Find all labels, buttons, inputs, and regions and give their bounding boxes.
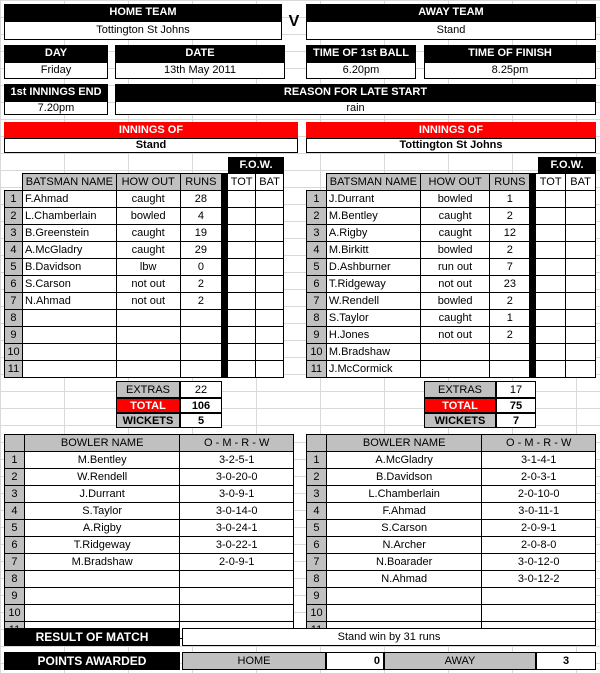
innings-1-label: INNINGS OF <box>4 122 298 138</box>
bowling-row <box>307 588 596 605</box>
bowler-name: F.Ahmad <box>326 503 481 520</box>
bowler-number: 10 <box>5 605 25 622</box>
total-value-2: 75 <box>496 398 536 413</box>
batsman-number: 4 <box>5 242 23 259</box>
bowler-number: 6 <box>307 537 327 554</box>
innings-2-team: Tottington St Johns <box>306 138 596 153</box>
batting-row <box>307 225 596 242</box>
fow-bat-cell <box>256 191 284 208</box>
bowler-number: 5 <box>5 520 25 537</box>
batsman-runs <box>180 310 222 327</box>
total-label-1: TOTAL <box>116 398 180 413</box>
bowler-number: 1 <box>5 452 25 469</box>
fow-bat-cell <box>566 276 596 293</box>
batsman-number: 5 <box>5 259 23 276</box>
batting-row <box>307 293 596 310</box>
how-out: run out <box>420 259 490 276</box>
bowler-figures <box>482 605 596 622</box>
batsman-runs: 0 <box>180 259 222 276</box>
bowler-name: W.Rendell <box>24 469 179 486</box>
bowler-figures: 2-0-9-1 <box>180 554 294 571</box>
first-ball-label: TIME OF 1st BALL <box>306 45 416 62</box>
bowler-name: B.Davidson <box>326 469 481 486</box>
batsman-number: 1 <box>5 191 23 208</box>
fow-header-2: F.O.W. <box>538 157 596 173</box>
fow-tot-cell <box>228 208 256 225</box>
batsman-number: 6 <box>5 276 23 293</box>
date-value: 13th May 2011 <box>115 62 285 79</box>
total-label-2: TOTAL <box>424 398 496 413</box>
batting-row <box>307 310 596 327</box>
bowler-number: 2 <box>307 469 327 486</box>
how-out: not out <box>116 293 180 310</box>
batsman-number: 9 <box>5 327 23 344</box>
fow-bat-cell <box>566 361 596 378</box>
batsman-name: B.Davidson <box>22 259 116 276</box>
how-out <box>116 361 180 378</box>
batsman-runs: 19 <box>180 225 222 242</box>
batsman-runs: 2 <box>490 208 530 225</box>
batsman-runs: 4 <box>180 208 222 225</box>
bowler-number: 1 <box>307 452 327 469</box>
batting-row <box>5 208 284 225</box>
batsman-number: 7 <box>5 293 23 310</box>
fow-tot-cell <box>228 225 256 242</box>
batsman-number: 2 <box>5 208 23 225</box>
how-out: caught <box>420 225 490 242</box>
bowling-row <box>307 571 596 588</box>
fow-tot-cell <box>228 191 256 208</box>
batsman-runs: 7 <box>490 259 530 276</box>
day-label: DAY <box>4 45 108 62</box>
innings-2-label: INNINGS OF <box>306 122 596 138</box>
bowler-figures: 3-0-12-2 <box>482 571 596 588</box>
batting-header-row <box>5 174 284 191</box>
fow-bat-cell <box>256 259 284 276</box>
fow-tot-cell <box>228 259 256 276</box>
batsman-number: 10 <box>307 344 327 361</box>
batsman-number: 5 <box>307 259 327 276</box>
away-team-label: AWAY TEAM <box>306 4 596 21</box>
how-out: caught <box>420 208 490 225</box>
how-out: bowled <box>420 191 490 208</box>
batting-row <box>307 344 596 361</box>
bowling-header-row <box>5 435 294 452</box>
bowler-number: 7 <box>5 554 25 571</box>
fow-bat-cell <box>256 327 284 344</box>
late-start-value: rain <box>115 101 596 115</box>
fow-tot-cell <box>536 310 566 327</box>
fow-tot-cell <box>228 310 256 327</box>
batsman-name: A.Rigby <box>326 225 420 242</box>
batsman-runs: 2 <box>490 293 530 310</box>
fow-tot-cell <box>536 327 566 344</box>
omrw-header: O - M - R - W <box>180 435 294 452</box>
batsman-runs: 12 <box>490 225 530 242</box>
bowling-row <box>5 537 294 554</box>
bowler-figures: 3-0-12-0 <box>482 554 596 571</box>
bowler-name: S.Carson <box>326 520 481 537</box>
fow-bat-cell <box>566 225 596 242</box>
fow-tot-cell <box>536 191 566 208</box>
versus-label: V <box>288 13 300 30</box>
batsman-number: 6 <box>307 276 327 293</box>
batting-table-home-innings <box>4 173 284 378</box>
bowling-table-home-innings <box>4 434 294 639</box>
fow-bat-cell <box>566 327 596 344</box>
bowler-figures: 3-0-22-1 <box>180 537 294 554</box>
bowler-number: 7 <box>307 554 327 571</box>
fow-bat-cell <box>256 293 284 310</box>
batsman-number: 2 <box>307 208 327 225</box>
batsman-runs: 2 <box>180 276 222 293</box>
fow-bat-cell <box>566 191 596 208</box>
bowler-figures: 3-0-20-0 <box>180 469 294 486</box>
fow-bat-cell <box>256 310 284 327</box>
bowler-number: 3 <box>5 486 25 503</box>
bowler-name <box>24 571 179 588</box>
fow-bat-cell <box>566 242 596 259</box>
batting-row <box>5 225 284 242</box>
fow-tot-cell <box>536 276 566 293</box>
bowler-figures: 3-2-5-1 <box>180 452 294 469</box>
bowler-name: N.Ahmad <box>326 571 481 588</box>
bowler-number: 9 <box>307 588 327 605</box>
batsman-number: 7 <box>307 293 327 310</box>
bowling-row <box>5 452 294 469</box>
fow-bat-cell <box>566 344 596 361</box>
batting-row <box>307 361 596 378</box>
bowling-row <box>307 452 596 469</box>
batting-row <box>5 242 284 259</box>
bowler-name <box>326 605 481 622</box>
batsman-runs <box>180 344 222 361</box>
bowling-row <box>307 503 596 520</box>
fow-bat-cell <box>256 208 284 225</box>
batsman-name: S.Carson <box>22 276 116 293</box>
batting-row <box>5 310 284 327</box>
bowler-name: N.Boarader <box>326 554 481 571</box>
wickets-label-2: WICKETS <box>424 413 496 428</box>
fow-bat-cell <box>566 293 596 310</box>
how-out: bowled <box>420 293 490 310</box>
batsman-name: W.Rendell <box>326 293 420 310</box>
batting-row <box>5 361 284 378</box>
how-out <box>420 344 490 361</box>
batsman-name: B.Greenstein <box>22 225 116 242</box>
batsman-number: 10 <box>5 344 23 361</box>
result-label: RESULT OF MATCH <box>4 628 180 646</box>
bowling-row <box>5 554 294 571</box>
fow-bat-cell <box>566 310 596 327</box>
extras-value-1: 22 <box>180 381 222 398</box>
tot-header: TOT <box>228 174 256 191</box>
runs-header: RUNS <box>490 174 530 191</box>
bowler-figures: 2-0-9-1 <box>482 520 596 537</box>
bowler-number: 6 <box>5 537 25 554</box>
fow-tot-cell <box>228 344 256 361</box>
batsman-name-header: BATSMAN NAME <box>22 174 116 191</box>
bowling-row <box>5 588 294 605</box>
innings-1-team: Stand <box>4 138 298 153</box>
bowler-figures: 3-0-14-0 <box>180 503 294 520</box>
batsman-name-header: BATSMAN NAME <box>326 174 420 191</box>
how-out: caught <box>116 225 180 242</box>
bowler-figures: 3-0-9-1 <box>180 486 294 503</box>
bowler-figures <box>180 605 294 622</box>
extras-label-1: EXTRAS <box>116 381 180 398</box>
fow-tot-cell <box>536 225 566 242</box>
fow-tot-cell <box>536 344 566 361</box>
bowler-figures: 3-0-11-1 <box>482 503 596 520</box>
bowler-name: M.Bradshaw <box>24 554 179 571</box>
how-out: lbw <box>116 259 180 276</box>
batsman-number: 4 <box>307 242 327 259</box>
omrw-header: O - M - R - W <box>482 435 596 452</box>
batsman-runs: 1 <box>490 191 530 208</box>
batting-row <box>5 191 284 208</box>
batsman-name: F.Ahmad <box>22 191 116 208</box>
fow-bat-cell <box>256 225 284 242</box>
points-home-value: 0 <box>326 652 384 670</box>
batsman-runs: 23 <box>490 276 530 293</box>
bowling-table-away-innings <box>306 434 596 639</box>
bowling-row <box>307 554 596 571</box>
bowling-row <box>5 503 294 520</box>
bowler-name-header: BOWLER NAME <box>326 435 481 452</box>
batting-row <box>307 259 596 276</box>
extras-label-2: EXTRAS <box>424 381 496 398</box>
fow-tot-cell <box>228 276 256 293</box>
bowler-number: 4 <box>307 503 327 520</box>
batting-row <box>5 344 284 361</box>
how-out: not out <box>420 327 490 344</box>
bowling-row <box>307 537 596 554</box>
result-value: Stand win by 31 runs <box>182 628 596 646</box>
bowling-header-row <box>307 435 596 452</box>
batsman-runs <box>180 327 222 344</box>
innings-end-value: 7.20pm <box>4 101 108 115</box>
batsman-runs: 28 <box>180 191 222 208</box>
bowler-figures <box>482 588 596 605</box>
batting-row <box>307 242 596 259</box>
fow-bat-cell <box>566 259 596 276</box>
wickets-value-2: 7 <box>496 413 536 428</box>
batting-row <box>307 276 596 293</box>
bowler-figures <box>180 571 294 588</box>
bat-header: BAT <box>256 174 284 191</box>
bowler-number: 3 <box>307 486 327 503</box>
batsman-name: L.Chamberlain <box>22 208 116 225</box>
batting-header-row <box>307 174 596 191</box>
bat-header: BAT <box>566 174 596 191</box>
bowler-number: 8 <box>307 571 327 588</box>
how-out: bowled <box>420 242 490 259</box>
bowler-figures: 2-0-3-1 <box>482 469 596 486</box>
how-out <box>116 310 180 327</box>
extras-value-2: 17 <box>496 381 536 398</box>
how-out-header: HOW OUT <box>116 174 180 191</box>
batsman-name: S.Taylor <box>326 310 420 327</box>
batsman-name <box>22 327 116 344</box>
batsman-name: N.Ahmad <box>22 293 116 310</box>
batting-row <box>5 293 284 310</box>
bowler-number: 4 <box>5 503 25 520</box>
batsman-name: A.McGladry <box>22 242 116 259</box>
innings-end-label: 1st INNINGS END <box>4 84 108 101</box>
bowler-number: 8 <box>5 571 25 588</box>
batsman-runs: 2 <box>490 242 530 259</box>
batsman-number: 11 <box>307 361 327 378</box>
batsman-runs <box>180 361 222 378</box>
bowler-name-header: BOWLER NAME <box>24 435 179 452</box>
fow-tot-cell <box>536 293 566 310</box>
total-value-1: 106 <box>180 398 222 413</box>
points-away-label: AWAY <box>384 652 536 670</box>
fow-header-1: F.O.W. <box>228 157 284 173</box>
batsman-runs: 1 <box>490 310 530 327</box>
batsman-number: 8 <box>5 310 23 327</box>
how-out: bowled <box>116 208 180 225</box>
wickets-value-1: 5 <box>180 413 222 428</box>
batsman-name <box>22 361 116 378</box>
bowler-name: J.Durrant <box>24 486 179 503</box>
batting-row <box>5 327 284 344</box>
fow-tot-cell <box>536 242 566 259</box>
batsman-name: M.Bentley <box>326 208 420 225</box>
first-ball-value: 6.20pm <box>306 62 416 79</box>
fow-bat-cell <box>256 242 284 259</box>
fow-bat-cell <box>256 276 284 293</box>
fow-bat-cell <box>256 344 284 361</box>
batsman-name: M.Birkitt <box>326 242 420 259</box>
bowling-row <box>5 605 294 622</box>
points-label: POINTS AWARDED <box>4 652 180 670</box>
bowler-name <box>24 588 179 605</box>
bowler-name: A.Rigby <box>24 520 179 537</box>
bowling-row <box>5 486 294 503</box>
batsman-runs <box>490 361 530 378</box>
home-team-label: HOME TEAM <box>4 4 282 21</box>
how-out-header: HOW OUT <box>420 174 490 191</box>
fow-tot-cell <box>536 208 566 225</box>
bowler-number: 2 <box>5 469 25 486</box>
bowler-name <box>24 605 179 622</box>
points-away-value: 3 <box>536 652 596 670</box>
bowler-name: M.Bentley <box>24 452 179 469</box>
batsman-number: 9 <box>307 327 327 344</box>
how-out <box>420 361 490 378</box>
how-out: caught <box>420 310 490 327</box>
how-out: not out <box>420 276 490 293</box>
bowling-row <box>5 571 294 588</box>
batsman-name: J.McCormick <box>326 361 420 378</box>
fow-bat-cell <box>256 361 284 378</box>
fow-tot-cell <box>228 293 256 310</box>
how-out <box>116 344 180 361</box>
batting-row <box>307 327 596 344</box>
bowler-figures: 2-0-8-0 <box>482 537 596 554</box>
day-value: Friday <box>4 62 108 79</box>
how-out <box>116 327 180 344</box>
bowler-name: A.McGladry <box>326 452 481 469</box>
fow-bat-cell <box>566 208 596 225</box>
batsman-name <box>22 310 116 327</box>
batsman-runs: 2 <box>490 327 530 344</box>
batsman-number: 8 <box>307 310 327 327</box>
home-team-value: Tottington St Johns <box>4 21 282 40</box>
finish-value: 8.25pm <box>424 62 596 79</box>
batting-row <box>5 259 284 276</box>
bowling-row <box>307 469 596 486</box>
wickets-label-1: WICKETS <box>116 413 180 428</box>
bowler-name <box>326 588 481 605</box>
bowler-number: 5 <box>307 520 327 537</box>
bowling-row <box>5 520 294 537</box>
bowler-number: 9 <box>5 588 25 605</box>
batting-row <box>307 208 596 225</box>
bowler-figures <box>180 588 294 605</box>
bowling-row <box>307 605 596 622</box>
batsman-number: 1 <box>307 191 327 208</box>
fow-tot-cell <box>228 361 256 378</box>
bowling-row <box>5 469 294 486</box>
bowler-name: S.Taylor <box>24 503 179 520</box>
batsman-name: J.Durrant <box>326 191 420 208</box>
bowler-figures: 3-1-4-1 <box>482 452 596 469</box>
bowler-name: N.Archer <box>326 537 481 554</box>
batsman-runs: 29 <box>180 242 222 259</box>
bowler-name: L.Chamberlain <box>326 486 481 503</box>
batting-row <box>5 276 284 293</box>
batsman-runs <box>490 344 530 361</box>
bowling-row <box>307 520 596 537</box>
bowler-figures: 2-0-10-0 <box>482 486 596 503</box>
batsman-name: T.Ridgeway <box>326 276 420 293</box>
batting-table-away-innings <box>306 173 596 378</box>
fow-tot-cell <box>536 259 566 276</box>
points-home-label: HOME <box>182 652 326 670</box>
fow-tot-cell <box>228 242 256 259</box>
fow-tot-cell <box>536 361 566 378</box>
bowler-figures: 3-0-24-1 <box>180 520 294 537</box>
how-out: caught <box>116 242 180 259</box>
batsman-number: 11 <box>5 361 23 378</box>
how-out: not out <box>116 276 180 293</box>
batsman-name: H.Jones <box>326 327 420 344</box>
bowler-number: 10 <box>307 605 327 622</box>
batsman-name: M.Bradshaw <box>326 344 420 361</box>
runs-header: RUNS <box>180 174 222 191</box>
batsman-number: 3 <box>307 225 327 242</box>
batting-row <box>307 191 596 208</box>
tot-header: TOT <box>536 174 566 191</box>
batsman-runs: 2 <box>180 293 222 310</box>
date-label: DATE <box>115 45 285 62</box>
bowler-name: T.Ridgeway <box>24 537 179 554</box>
batsman-name <box>22 344 116 361</box>
fow-tot-cell <box>228 327 256 344</box>
late-start-label: REASON FOR LATE START <box>115 84 596 101</box>
how-out: caught <box>116 191 180 208</box>
batsman-number: 3 <box>5 225 23 242</box>
finish-label: TIME OF FINISH <box>424 45 596 62</box>
away-team-value: Stand <box>306 21 596 40</box>
bowling-row <box>307 486 596 503</box>
batsman-name: D.Ashburner <box>326 259 420 276</box>
